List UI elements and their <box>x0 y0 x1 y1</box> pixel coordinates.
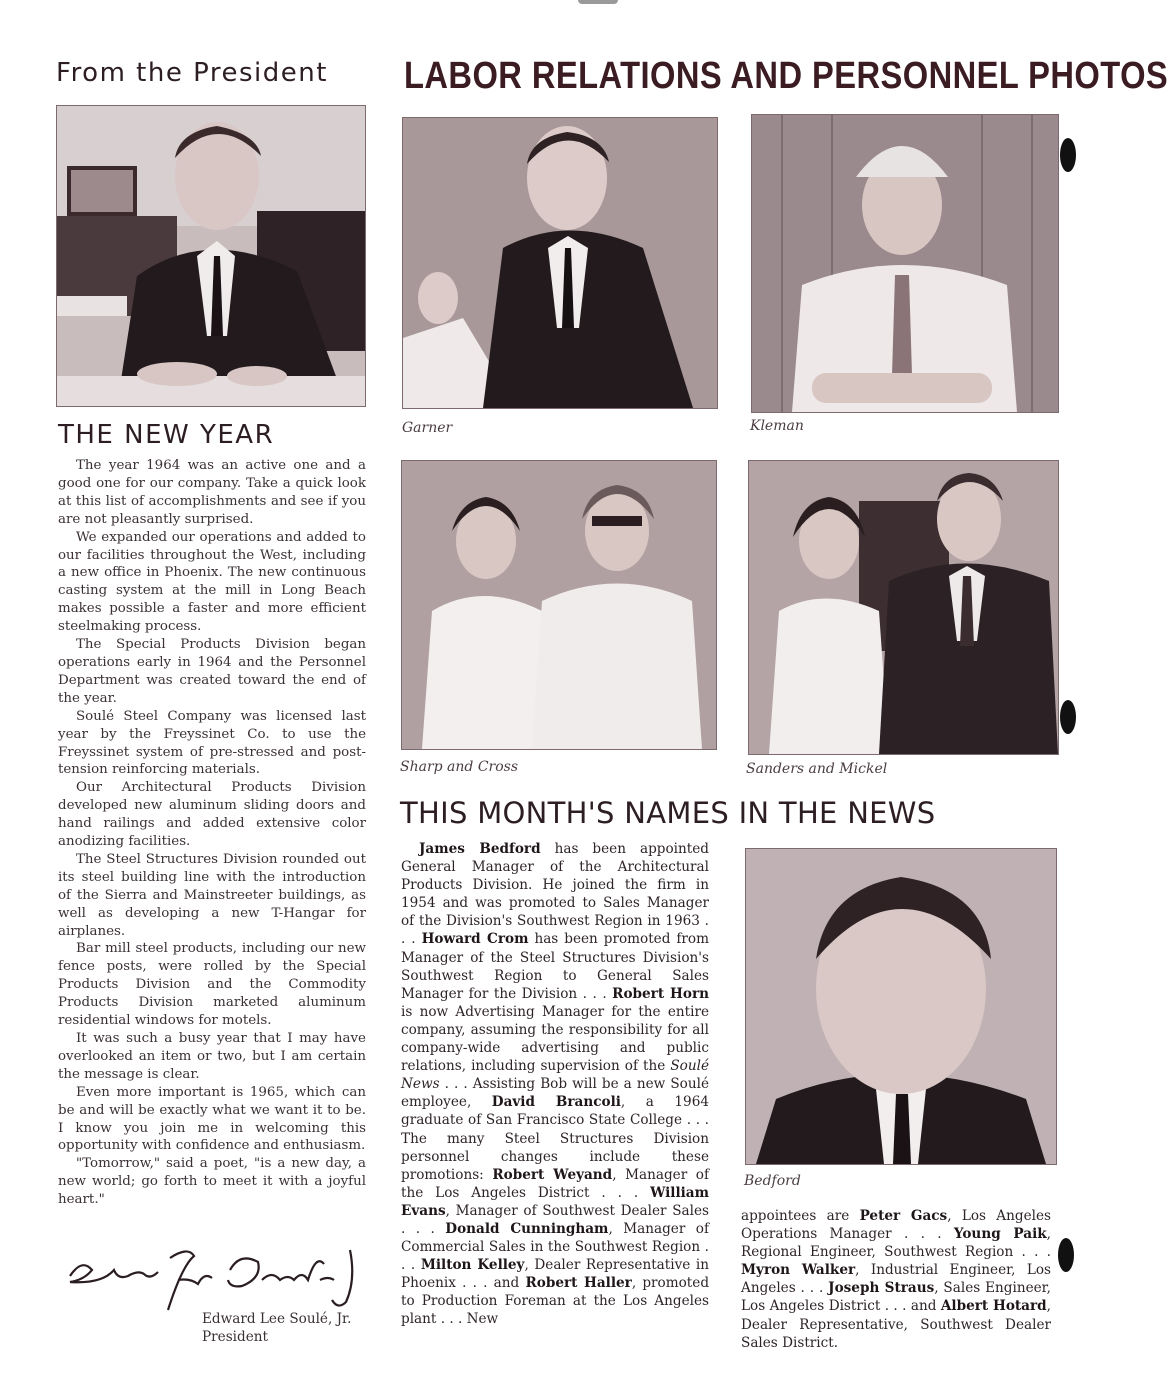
person-name: Myron Walker <box>741 1262 856 1279</box>
person-name: William Evans <box>401 1184 709 1219</box>
new-year-paragraph: We expanded our operations and added to our facilities throughout the West, including a new office in Phoenix. The new continuous casting system at the mill in Long Beach makes possible a faster and more efficient steelmaking process. <box>58 529 366 635</box>
news-text: , Manager of the Los Angeles District . . . <box>401 1166 709 1201</box>
sanders-and-mickel-photo <box>748 460 1059 755</box>
news-text: , Sales Engineer, Los Angeles District . . . and <box>741 1280 1051 1315</box>
binder-hole <box>1060 700 1076 734</box>
sharp-and-cross-photo <box>401 460 717 750</box>
signer-title: President <box>202 1329 268 1345</box>
new-year-paragraph: The year 1964 was an active one and a good one for our company. Take a quick look at this list of accomplishments and see if you are not pleasantly surprised. <box>58 458 366 527</box>
news-paragraph <box>741 1207 1051 1352</box>
person-name: Robert Weyand <box>492 1166 613 1183</box>
labor-relations-heading: LABOR RELATIONS AND PERSONNEL PHOTOS <box>404 55 1168 97</box>
news-text: , Manager of Southwest Dealer Sales . . . <box>401 1202 709 1237</box>
person-name: James Bedford <box>419 841 541 857</box>
person-name: Joseph Straus <box>828 1280 935 1297</box>
caption-bedford: Bedford <box>744 1173 801 1189</box>
president-photo <box>56 105 366 407</box>
new-year-paragraph: The Special Products Division began operations early in 1964 and the Personnel Department was created toward the end of the year. <box>58 637 366 706</box>
new-year-paragraph: "Tomorrow," said a poet, "is a new day, a new world; go forth to meet it with a joyful heart." <box>58 1156 366 1208</box>
new-year-paragraph: Our Architectural Products Division developed new aluminum sliding doors and hand railings and added extensive color anodizing facilities. <box>58 780 366 850</box>
new-year-paragraph: It was such a busy year that I may have overlooked an item or two, but I am certain the message is clear. <box>58 1031 366 1082</box>
new-year-paragraph: The Steel Structures Division rounded out its steel building line with the introduction of the Sierra and Mainstreeter buildings, as well as developing a new T-Hangar for airplanes. <box>58 851 366 939</box>
new-year-paragraph: Soulé Steel Company was licensed last year by the Freyssinet Co. to use the Freyssinet system of pre-stressed and post-tension reinforcing materials. <box>58 708 366 778</box>
binder-hole <box>1058 1238 1074 1272</box>
kleman-photo <box>751 114 1059 413</box>
news-paragraph <box>401 840 709 1329</box>
names-in-news-heading: THIS MONTH'S NAMES IN THE NEWS <box>400 796 936 830</box>
signer-name: Edward Lee Soulé, Jr. <box>202 1311 352 1327</box>
signature-image <box>62 1240 372 1316</box>
person-name: Peter Gacs <box>859 1208 948 1224</box>
news-text: , Dealer Representative in Phoenix . . . and <box>401 1257 709 1292</box>
person-name: Donald Cunningham <box>445 1220 609 1237</box>
caption-kleman: Kleman <box>750 418 804 434</box>
news-text: , Regional Engineer, Southwest Region . . . <box>741 1226 1051 1261</box>
news-text: is now Advertising Manager for the entire company, assuming the responsibility for all company-wide advertising and public relations, including supervision of the <box>401 1003 709 1075</box>
from-the-president-heading: From the President <box>56 58 328 88</box>
person-name: Albert Hotard <box>940 1298 1047 1315</box>
news-text: , a 1964 graduate of San Francisco State College . . . The many Steel Structures Division personnel changes include these promotions: <box>401 1094 709 1183</box>
news-text: , Dealer Representative, Southwest Dealer Sales District. <box>741 1298 1051 1351</box>
page-edge-mark <box>578 0 618 4</box>
names-in-news-continued <box>741 1207 1051 1352</box>
caption-sharp-and-cross: Sharp and Cross <box>400 759 519 775</box>
new-year-paragraph: Even more important is 1965, which can be and will be exactly what we want it to be. I know you join me in welcoming this opportunity with confidence and enthusiasm. <box>58 1084 366 1154</box>
person-name: David Brancoli <box>491 1094 621 1111</box>
new-year-heading: THE NEW YEAR <box>58 420 275 450</box>
publication-title: Soulé News <box>401 1058 709 1093</box>
news-text: , Manager of Commercial Sales in the Southwest Region . . . <box>401 1220 709 1274</box>
person-name: Robert Horn <box>612 985 709 1002</box>
person-name: Milton Kelley <box>420 1257 525 1274</box>
person-name: Howard Crom <box>421 931 529 948</box>
new-year-paragraph: Bar mill steel products, including our new fence posts, were rolled by the Special Products Division and the Commodity Products Division marketed aluminum residential windows for motels. <box>58 941 366 1029</box>
news-text: has been promoted from Manager of the Steel Structures Division's Southwest Region to General Sales Manager for the Division . . . <box>401 931 709 1002</box>
news-text: , Industrial Engineer, Los Angeles . . . <box>741 1262 1052 1297</box>
news-text: , promoted to Production Foreman at the Los Angeles plant . . . New <box>401 1275 710 1328</box>
news-text: . . . Assisting Bob will be a new Soulé employee, <box>401 1076 709 1111</box>
new-year-article <box>58 457 366 1209</box>
binder-hole <box>1060 138 1076 172</box>
garner-photo <box>402 117 718 409</box>
news-text: appointees are <box>741 1208 860 1224</box>
bedford-photo <box>745 848 1057 1165</box>
signer-block <box>202 1310 351 1346</box>
news-text: has been appointed General Manager of the Architectural Products Division. He joined the firm in 1954 and was promoted to Sales Manager of the Division's Southwest Region in 1963 . . . <box>401 841 709 948</box>
news-text: , Los Angeles Operations Manager . . . <box>741 1208 1051 1243</box>
person-name: Young Paik <box>953 1226 1047 1243</box>
caption-garner: Garner <box>402 420 453 436</box>
caption-sanders-and-mickel: Sanders and Mickel <box>746 761 888 777</box>
names-in-news-article <box>401 840 709 1329</box>
person-name: Robert Haller <box>525 1275 632 1292</box>
